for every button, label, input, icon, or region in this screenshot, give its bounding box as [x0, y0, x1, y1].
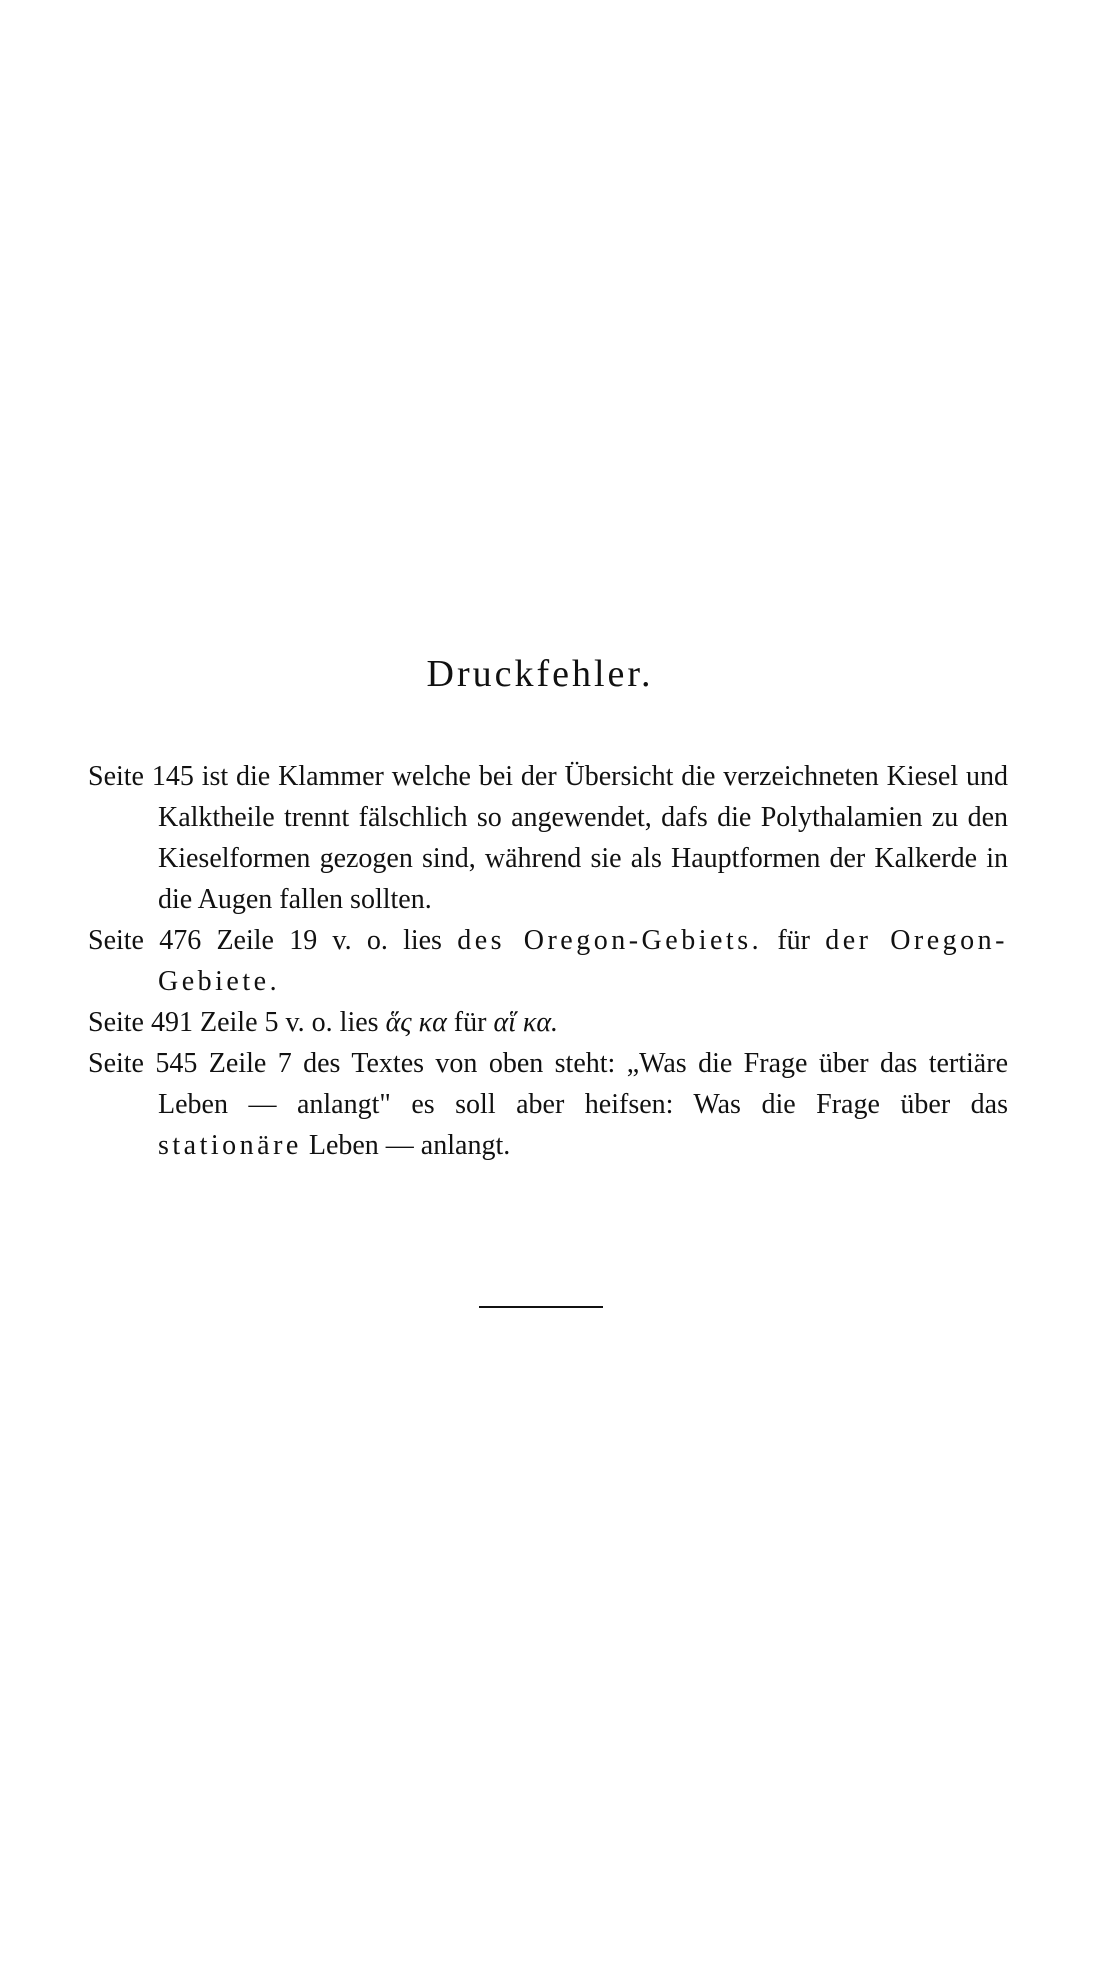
errata-entry-page-476: [88, 920, 1008, 1002]
errata-list: [88, 756, 1008, 1166]
entry-text: Leben — anlangt.: [301, 1130, 511, 1161]
page-title: Druckfehler.: [426, 653, 654, 695]
errata-entry-page-545: [88, 1043, 1008, 1166]
correct-reading: stationäre: [158, 1130, 302, 1161]
entry-text: für: [762, 925, 826, 956]
errata-entry-page-491: [88, 1002, 1008, 1043]
entry-text: Seite 476 Zeile 19 v. o. lies: [88, 925, 458, 956]
correct-reading: des Oregon-Gebiets.: [457, 925, 763, 956]
entry-text: Seite 545 Zeile 7 des Textes von oben steht: „Was die Frage über das tertiäre Leben — anlangt" es soll aber heifsen: Was die Frage über das: [88, 1048, 1008, 1120]
incorrect-reading: αἵ κα.: [493, 1007, 559, 1038]
entry-text: Seite 145 ist die Klammer welche bei der Übersicht die verzeichneten Kiesel und Kalktheile trennt fälschlich so angewendet, dafs die Polythalamien zu den Kieselformen gezogen sind, während sie als Hauptformen der Kalkerde in die Augen fallen sollten.: [88, 761, 1008, 915]
entry-text: Seite 491 Zeile 5 v. o. lies: [88, 1007, 386, 1038]
correct-reading: ἅς κα: [385, 1007, 447, 1038]
incorrect-reading: der Oregon-Gebiete.: [158, 925, 1008, 997]
closing-rule: [479, 1306, 603, 1308]
entry-text: für: [446, 1007, 494, 1038]
errata-entry-page-145: [88, 756, 1008, 920]
